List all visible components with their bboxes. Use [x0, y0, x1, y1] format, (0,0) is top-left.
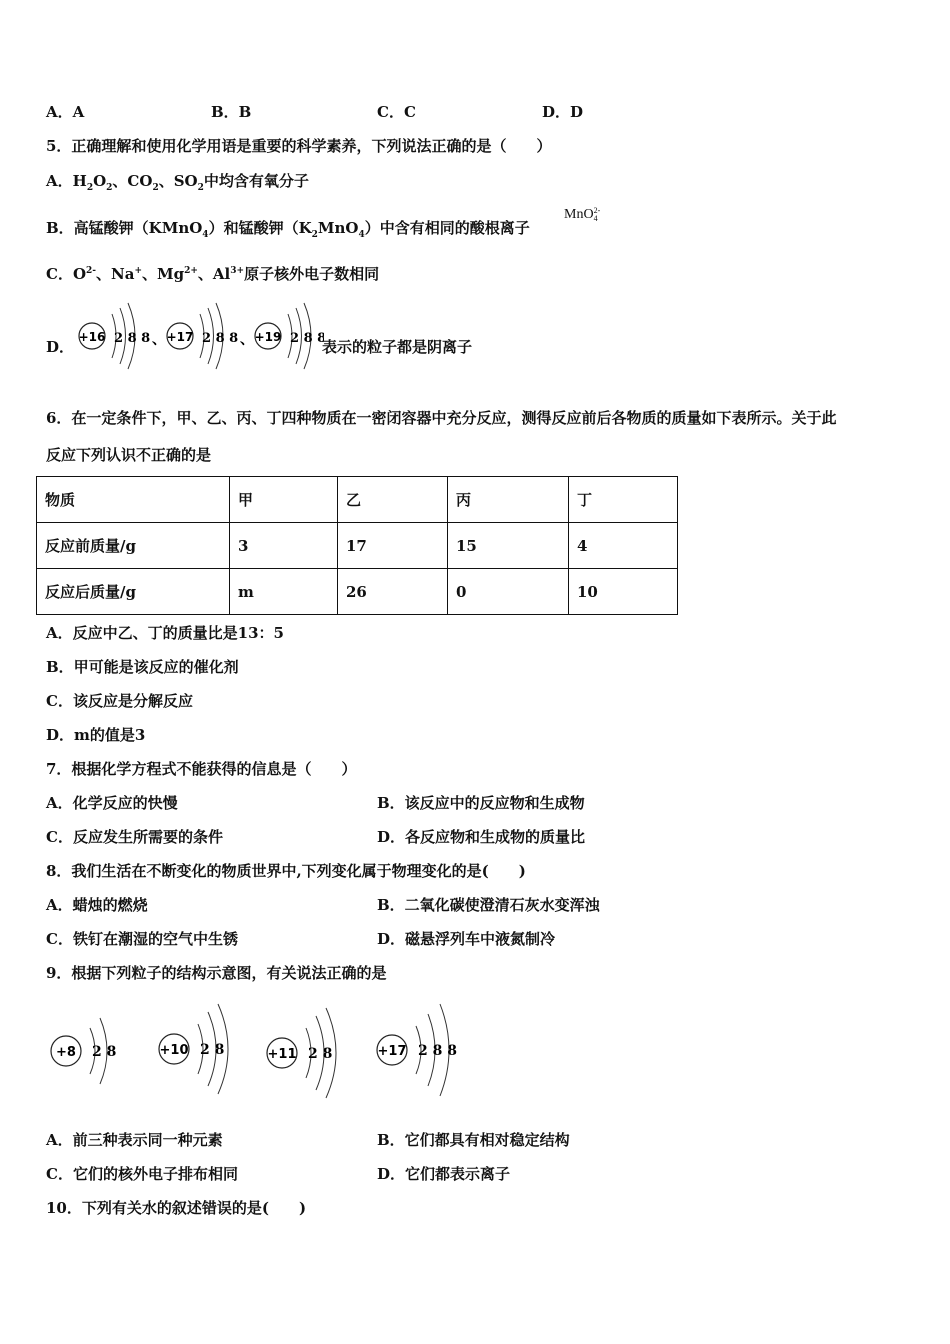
q6-option-b: B．甲可能是该反应的催化剂: [46, 658, 239, 676]
q8-option-b: B．二氧化碳使澄清石灰水变浑浊: [377, 896, 600, 914]
svg-text:、: 、: [152, 332, 166, 348]
q7-stem: 7．根据化学方程式不能获得的信息是（ ）: [46, 760, 357, 778]
q5-stem: 5．正确理解和使用化学用语是重要的科学素养，下列说法正确的是（ ）: [46, 137, 552, 155]
q9-diagrams: [44, 1000, 474, 1110]
atom-2-nucleus: +17: [166, 330, 194, 344]
q10-stem: 10．下列有关水的叙述错误的是( ): [46, 1199, 307, 1217]
atom-3-nucleus: +19: [254, 330, 282, 344]
q7-option-d: D．各反应物和生成物的质量比: [377, 828, 586, 846]
q9-atom-2-nucleus: +10: [159, 1043, 189, 1058]
table-cell: m: [230, 569, 338, 615]
q5-permanganate-ion: MnO 2- 4: [564, 206, 601, 223]
q8-stem: 8．我们生活在不断变化的物质世界中,下列变化属于物理变化的是( ): [46, 862, 526, 880]
table-row: [37, 569, 678, 615]
table-header-cell: 乙: [338, 477, 448, 523]
table-cell: 4: [569, 523, 678, 569]
q4-option-c: C．C: [377, 103, 416, 121]
q9-atom-diagram-4: [377, 1004, 457, 1096]
table-header-cell: 甲: [230, 477, 338, 523]
q4-option-d: D．D: [542, 103, 584, 121]
q8-option-d: D．磁悬浮列车中液氮制冷: [377, 930, 556, 948]
svg-text:、: 、: [240, 332, 254, 348]
q9-option-c: C．它们的核外电子排布相同: [46, 1165, 238, 1183]
table-cell: 10: [569, 569, 678, 615]
q9-atom-4-nucleus: +17: [377, 1044, 407, 1059]
q8-option-a: A．蜡烛的燃烧: [46, 896, 148, 914]
atom-3-shells: 2 8 8: [290, 331, 324, 346]
table-row: [37, 523, 678, 569]
q9-stem: 9．根据下列粒子的结构示意图，有关说法正确的是: [46, 964, 387, 982]
q9-atom-2-shells: 2 8: [200, 1042, 225, 1058]
q6-stem-line1: 6．在一定条件下，甲、乙、丙、丁四种物质在一密闭容器中充分反应，测得反应前后各物质的质量如下表所示。关于此: [46, 409, 837, 427]
q6-option-c: C．该反应是分解反应: [46, 692, 193, 710]
table-cell: 0: [448, 569, 569, 615]
atom-1-nucleus: +16: [78, 330, 106, 344]
q7-option-a: A．化学反应的快慢: [46, 794, 178, 812]
q5-option-a: A．$H_2O_2$、$CO_2$、$SO_2$中均含有氧分子: [46, 172, 309, 193]
q7-option-c: C．反应发生所需要的条件: [46, 828, 223, 846]
atom-diagram-set: [74, 300, 324, 372]
q9-atom-diagram-3: [267, 1008, 336, 1098]
q6-option-d: D．m的值是3: [46, 726, 146, 744]
table-cell: 反应前质量/g: [37, 523, 230, 569]
atom-diagram-2: [167, 303, 254, 369]
atom-2-shells: 2 8 8: [202, 331, 239, 346]
q9-atom-1-shells: 2 8: [92, 1044, 117, 1060]
table-header-cell: 丁: [569, 477, 678, 523]
q9-atom-diagram-set: [44, 1000, 474, 1106]
q6-mass-table: [36, 476, 678, 615]
q9-atom-diagram-1: [51, 1018, 116, 1084]
table-cell: 3: [230, 523, 338, 569]
table-cell: 15: [448, 523, 569, 569]
table-cell: 反应后质量/g: [37, 569, 230, 615]
table-header-cell: 物质: [37, 477, 230, 523]
q8-option-c: C．铁钉在潮湿的空气中生锈: [46, 930, 238, 948]
q9-option-d: D．它们都表示离子: [377, 1165, 511, 1183]
q9-atom-3-nucleus: +11: [267, 1047, 297, 1062]
q9-atom-diagram-2: [159, 1004, 228, 1094]
q4-options: [46, 102, 926, 122]
atom-diagram-3: [255, 303, 324, 369]
table-header-row: [37, 477, 678, 523]
q6-option-a: A．反应中乙、丁的质量比是13：5: [46, 624, 284, 642]
q9-atom-1-nucleus: +8: [56, 1045, 76, 1060]
atom-1-shells: 2 8 8: [114, 331, 151, 346]
q5-option-b: B．高锰酸钾（KMnO$_4$）和锰酸钾$(K_2MnO_4)$中含有相同的酸根离子: [46, 219, 530, 240]
q9-option-a: A．前三种表示同一种元素: [46, 1131, 223, 1149]
q7-option-b: B．该反应中的反应物和生成物: [377, 794, 585, 812]
q5-option-d-label: D．: [46, 338, 75, 356]
atom-diagram-1: [79, 303, 166, 369]
q4-option-a: A．A: [46, 103, 85, 121]
table-cell: 17: [338, 523, 448, 569]
q9-atom-4-shells: 2 8 8: [418, 1043, 457, 1059]
q5-d-diagrams: [74, 300, 324, 376]
q9-option-b: B．它们都具有相对稳定结构: [377, 1131, 570, 1149]
q4-option-b: B．B: [211, 103, 252, 121]
q9-atom-3-shells: 2 8: [308, 1046, 333, 1062]
q5-option-d-text: 表示的粒子都是阴离子: [322, 338, 473, 356]
table-header-cell: 丙: [448, 477, 569, 523]
table-cell: 26: [338, 569, 448, 615]
q5-option-c: C．$O^{2-}$、Na+、$Mg^{2+}$、$Al^{3+}$原子核外电子数相同: [46, 265, 380, 283]
q6-stem-line2: 反应下列认识不正确的是: [46, 446, 212, 464]
